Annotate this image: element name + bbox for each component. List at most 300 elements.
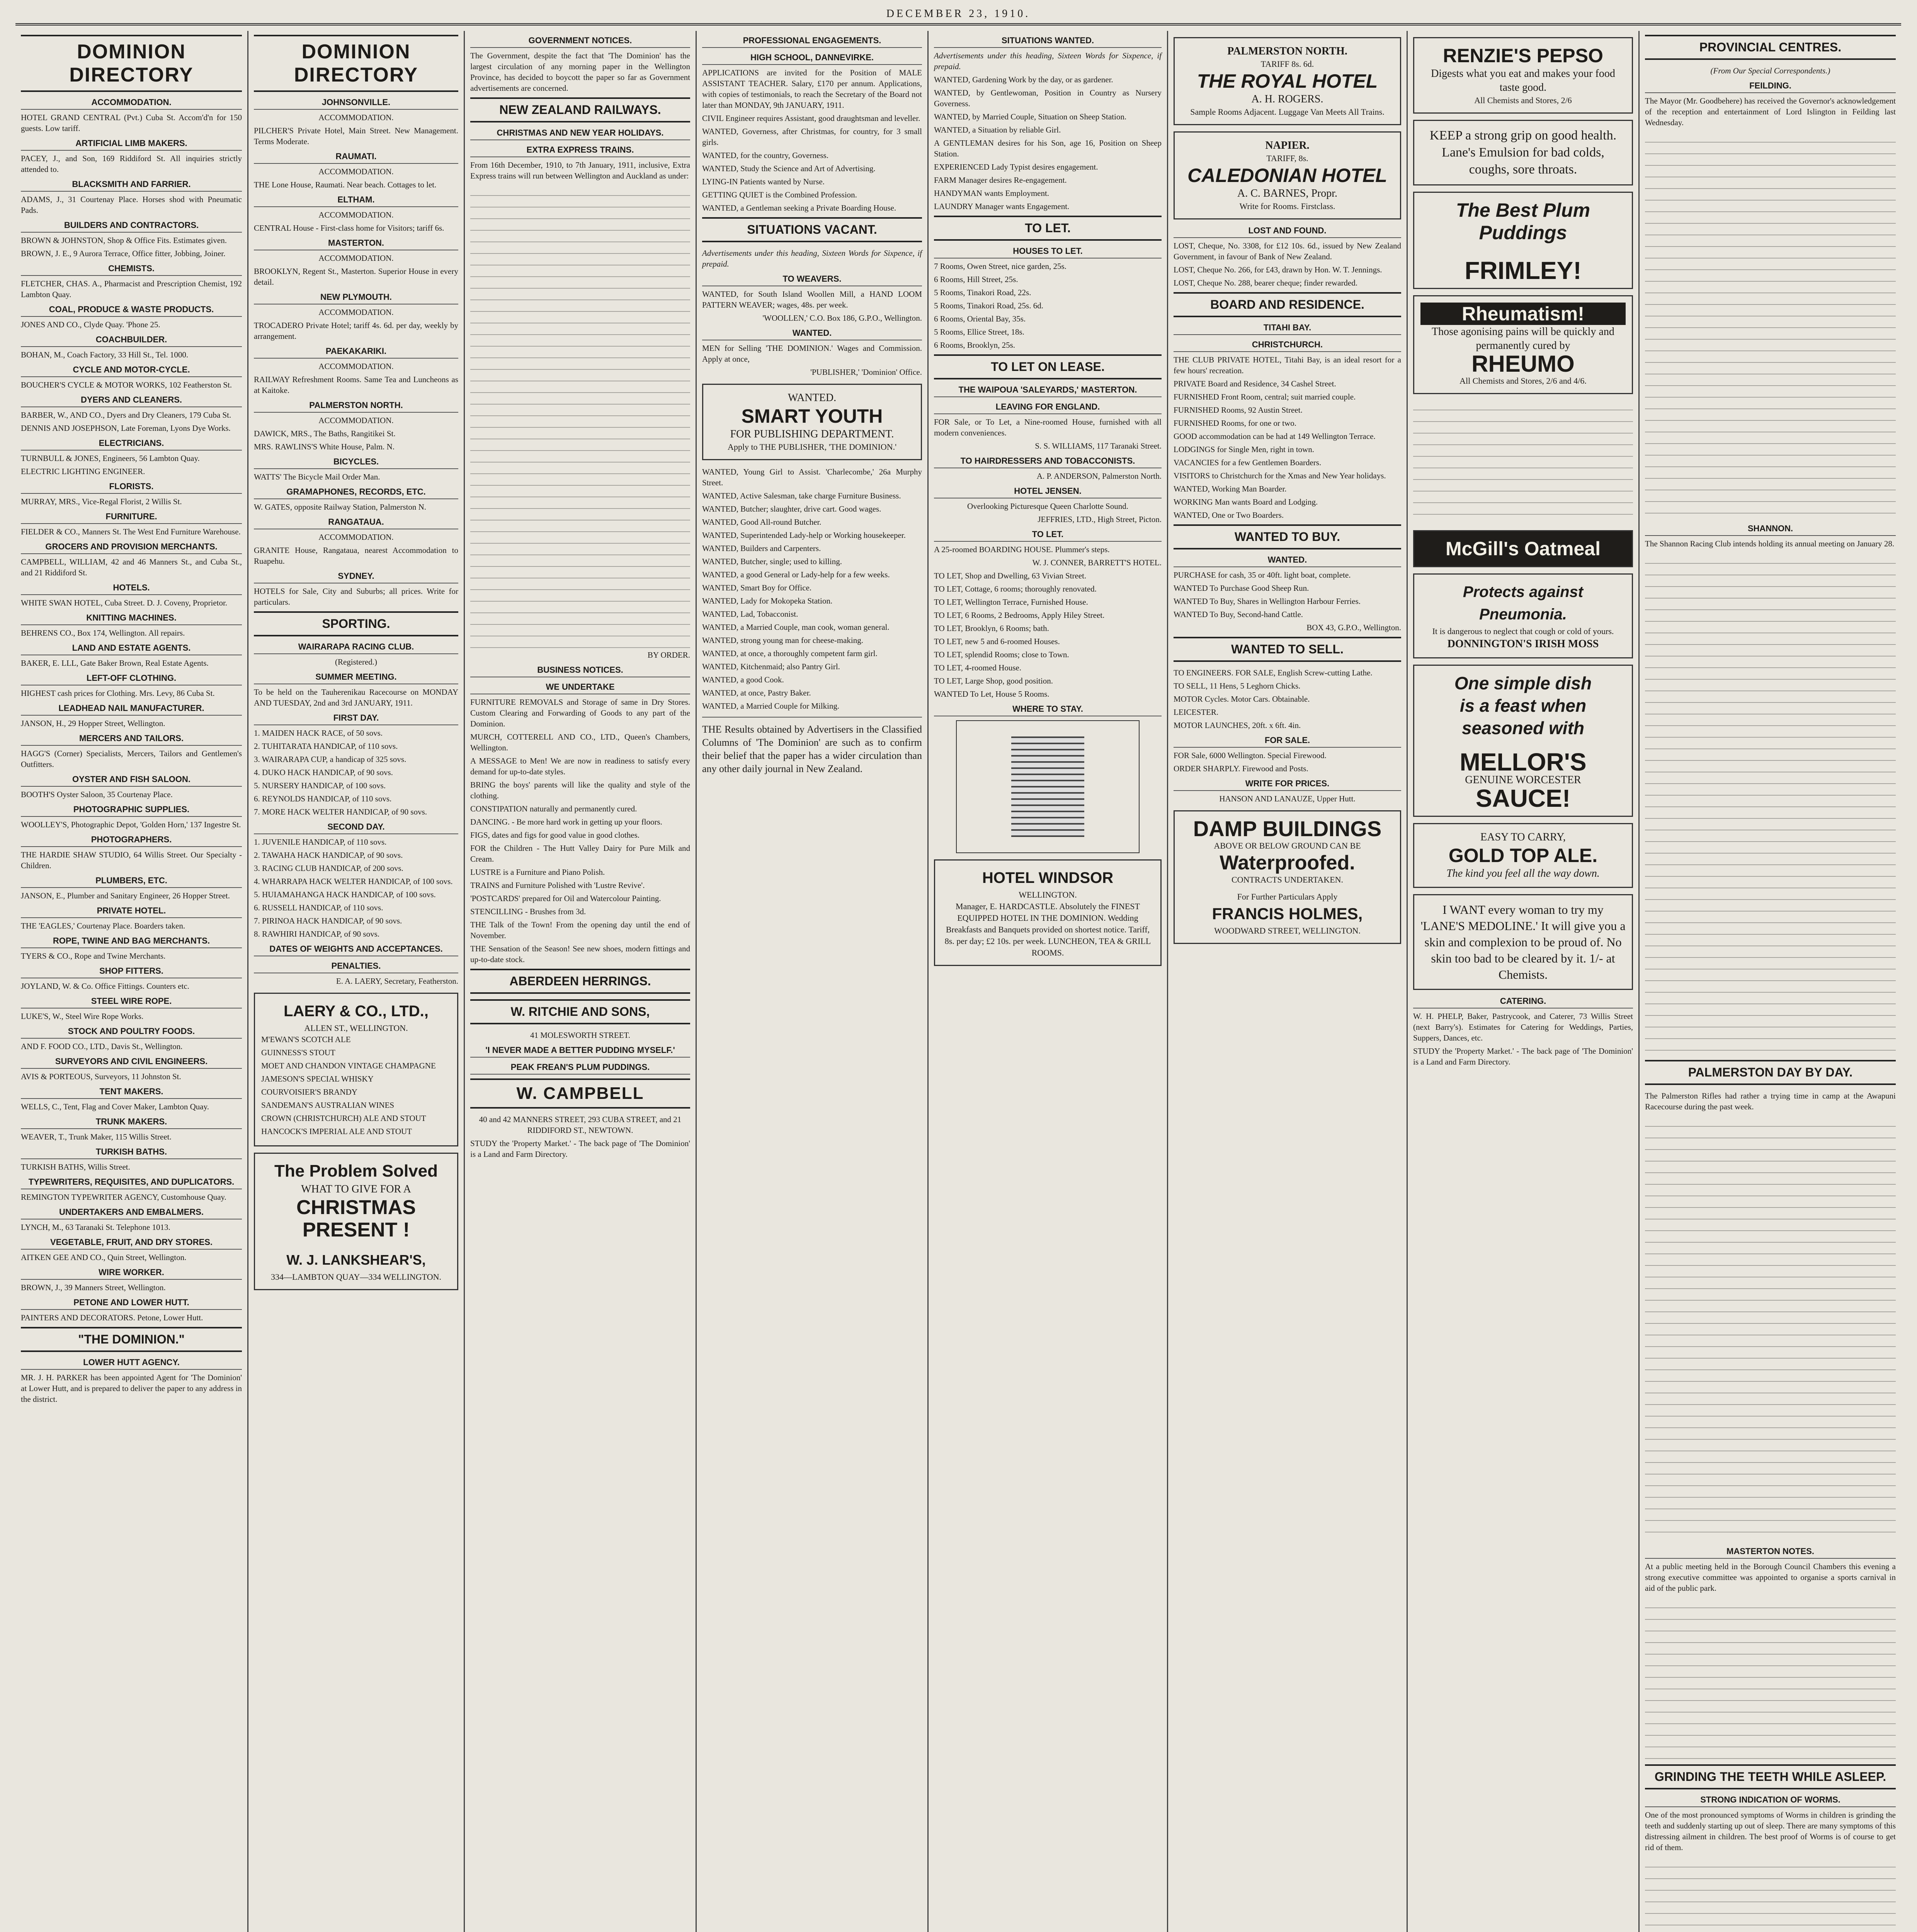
list-item: TRAINS and Furniture Polished with 'Lustre Revive'. [470,881,645,890]
section-heading: JOHNSONVILLE. [254,97,458,110]
board-title: BOARD AND RESIDENCE. [1174,292,1401,317]
directory-entry: BOUCHER'S CYCLE & MOTOR WORKS, 102 Featherston St. [21,380,232,389]
list-item: WANTED, for the country, Governess. [702,151,828,160]
protects-text: It is dangerous to neglect that cough or cold of yours. [1432,626,1614,636]
campbell-sub: 40 and 42 MANNERS STREET, 293 CUBA STREET, and 21 RIDDIFORD ST., NEWTOWN. [479,1115,682,1135]
directory-entry: TURNBULL & JONES, Engineers, 56 Lambton Quay. [21,454,200,463]
list-item: LYING-IN Patients wanted by Nurse. [702,177,825,186]
list-item: GUINNESS'S STOUT [261,1048,335,1057]
section-subheading: ACCOMMODATION. [318,362,394,371]
best-title: The Best Plum Puddings [1456,199,1590,243]
list-item: HANDYMAN wants Employment. [934,189,1050,198]
men-text: MEN for Selling 'THE DOMINION.' Wages and Commission. Apply at once, [702,344,922,364]
section-heading: STEEL WIRE ROPE. [21,996,242,1009]
professional-ads [702,113,922,213]
directory-sections-2 [254,97,458,607]
mellor-line-3: seasoned with [1462,718,1584,738]
list-item: DANCING. - Be more hard work in getting up your floors. [470,817,662,827]
list-item: LOST, Cheque, No. 3308, for £12 10s. 6d., issued by New Zealand Government, in favour of Bank of New Zealand. [1174,241,1401,261]
government-title: GOVERNMENT NOTICES. [470,36,690,48]
renzie-pepso-ad [1413,37,1633,114]
list-item: WANTED To Purchase Good Sheep Run. [1174,583,1309,593]
race-list-day-1 [254,728,458,817]
list-item: 7. PIRINOA HACK HANDICAP, of 90 sovs. [254,916,402,925]
section-heading: VEGETABLE, FRUIT, AND DRY STORES. [21,1237,242,1250]
list-item: PURCHASE for cash, 35 or 40ft. light boat, complete. [1174,570,1351,580]
section-heading: DYERS AND CLEANERS. [21,395,242,407]
list-item: FURNISHED Rooms, 92 Austin Street. [1174,405,1303,415]
section-subheading: ACCOMMODATION. [318,532,394,542]
section-heading: COACHBUILDER. [21,335,242,347]
list-item: 2. TAWAHA HACK HANDICAP, of 90 sovs. [254,850,403,860]
directory-entry: LYNCH, M., 63 Taranaki St. Telephone 1013. [21,1223,170,1232]
section-heading: GROCERS AND PROVISION MERCHANTS. [21,542,242,554]
directory-entry: RAILWAY Refreshment Rooms. Same Tea and Luncheons as at Kaitoke. [254,375,458,395]
sell-title: WANTED TO SELL. [1174,637,1401,662]
railways-sub: CHRISTMAS AND NEW YEAR HOLIDAYS. [470,128,690,140]
directory-entry: BROWN, J., 39 Manners Street, Wellington. [21,1283,166,1292]
houses-list [934,261,1162,350]
directory-entry: W. GATES, opposite Railway Station, Palmerston N. [254,502,427,512]
section-subheading: ACCOMMODATION. [318,210,394,219]
keep-text: KEEP a strong grip on good health. Lane's Emulsion for bad colds, coughs, sore throats. [1429,128,1617,177]
directory-entry: ELECTRIC LIGHTING ENGINEER. [21,467,145,476]
list-item: 3. WAIRARAPA CUP, a handicap of 325 sovs. [254,755,407,764]
list-item: TO LET, Wellington Terrace, Furnished House. [934,597,1088,607]
directory-entry: THE Lone House, Raumati. Near beach. Cottages to let. [254,180,437,189]
list-item: M'EWAN'S SCOTCH ALE [261,1035,351,1044]
list-item: WANTED To Buy, Second-hand Cattle. [1174,610,1303,619]
windsor-text: Manager, E. HARDCASTLE. Absolutely the FINEST EQUIPPED HOTEL IN THE DOMINION. Wedding Breakfasts and Banquets provided on shortest notice. Tariff, 8s. per day; £2 10s. per week. LUNCHEON, TEA & GRILL ROOMS. [944,901,1151,957]
section-heading: FLORISTS. [21,481,242,494]
list-item: 7. MORE HACK WELTER HANDICAP, of 90 sovs. [254,807,427,816]
racing-text: To be held on the Tauherenikau Racecourse on MONDAY AND TUESDAY, 2nd and 3rd JANUARY, 1911. [254,687,458,707]
section-heading: MASTERTON. [254,238,458,250]
problem-sub: WHAT TO GIVE FOR A [301,1183,411,1195]
jensen-title: HOTEL JENSEN. [934,486,1162,498]
youth-sub: FOR PUBLISHING DEPARTMENT. [730,428,894,440]
list-item: WANTED, Smart Boy for Office. [702,583,812,592]
business-notices [470,755,690,965]
weights-title: DATES OF WEIGHTS AND ACCEPTANCES. [254,944,458,956]
protects-title: Protects against Pneumonia. [1463,583,1584,623]
divider [702,717,922,718]
railways-timetable-text [470,186,690,650]
list-item: TO LET, Large Shop, good position. [934,676,1053,685]
feilding-title: FEILDING. [1645,81,1896,93]
laery-items [261,1034,451,1137]
list-item: THE Talk of the Town! From the opening day until the end of November. [470,920,690,940]
campbell-title: W. CAMPBELL [470,1078,690,1109]
directory-entry: CAMPBELL, WILLIAM, 42 and 46 Manners St., and Cuba St., and 21 Riddiford St. [21,557,242,577]
section-heading: LAND AND ESTATE AGENTS. [21,643,242,655]
directory-entry: DAWICK, MRS., The Baths, Rangitikei St. [254,429,396,438]
situations-wanted-note: Advertisements under this heading, Sixteen Words for Sixpence, if prepaid. [934,51,1162,71]
holmes-sub: WOODWARD STREET, WELLINGTON. [1214,926,1361,935]
list-item: 1. JUVENILE HANDICAP, of 110 sovs. [254,837,387,847]
directory-entry: AND F. FOOD CO., LTD., Davis St., Wellington. [21,1042,183,1051]
agency-text: MR. J. H. PARKER has been appointed Agent for 'The Dominion' at Lower Hutt, and is prepared to deliver the paper to any address in the district. [21,1373,242,1404]
list-item: WANTED, Study the Science and Art of Advertising. [702,164,876,173]
list-item: WANTED, by Gentlewoman, Position in Country as Nursery Governess. [934,88,1162,108]
rheumo-ad [1413,295,1633,394]
section-heading: ROPE, TWINE AND BAG MERCHANTS. [21,936,242,948]
directory-entry: BAKER, E. LLL, Gate Baker Brown, Real Estate Agents. [21,658,209,668]
list-item: ORDER SHARPLY. Firewood and Posts. [1174,764,1308,773]
section-heading: PALMERSTON NORTH. [254,400,458,413]
list-item: EXPERIENCED Lady Typist desires engagement. [934,162,1098,172]
list-item: FARM Manager desires Re-engagement. [934,175,1067,185]
list-item: LOST, Cheque No. 288, bearer cheque; finder rewarded. [1174,278,1358,287]
section-heading: WIRE WORKER. [21,1267,242,1280]
directory-entry: TYERS & CO., Rope and Twine Merchants. [21,951,166,961]
list-item: GETTING QUIET is the Combined Profession. [702,190,857,199]
section-heading: RANGATAUA. [254,517,458,529]
leaving-title: LEAVING FOR ENGLAND. [934,402,1162,414]
section-heading: FURNITURE. [21,512,242,524]
caledonian-title: CALEDONIAN HOTEL [1187,165,1387,186]
list-item: WANTED, Lady for Mokopeka Station. [702,596,833,605]
column-government-business [464,31,696,1932]
napier-tariff: TARIFF, 8s. [1266,153,1308,163]
directory-entry: HOTELS for Sale, City and Suburbs; all prices. Write for particulars. [254,587,458,607]
youth-apply: Apply to THE PUBLISHER, 'THE DOMINION.' [727,442,897,452]
palmerston-text: The Palmerston Rifles had rather a trying time in camp at the Awapuni Racecourse during the past week. [1645,1091,1896,1111]
government-text: The Government, despite the fact that 'The Dominion' has the largest circulation of any morning paper in the Wellington Province, has decided to boycott the paper so far as Government advertisements are concerned. [470,51,690,93]
list-item: WANTED, a good Cook. [702,675,784,684]
napier-title: NAPIER. [1265,139,1310,151]
by-order: BY ORDER. [647,650,690,660]
directory-entry: GRANITE House, Rangataua, nearest Accommodation to Ruapehu. [254,546,458,566]
section-heading: HOTELS. [21,583,242,595]
directory-entry: WELLS, C., Tent, Flag and Cover Maker, Lambton Quay. [21,1102,209,1111]
renzie-title: RENZIE'S PEPSO [1443,45,1603,66]
list-item: 6. REYNOLDS HANDICAP, of 110 sovs. [254,794,392,803]
leaving-text: FOR Sale, or To Let, a Nine-roomed House, furnished with all modern conveniences. [934,417,1162,437]
racing-day-1: FIRST DAY. [254,713,458,725]
rheum-title: Rheumatism! [1420,303,1626,325]
board-list [1174,354,1401,520]
section-heading: BICYCLES. [254,457,458,469]
section-heading: BLACKSMITH AND FARRIER. [21,179,242,192]
column-dominion-directory [15,31,247,1932]
list-item: 6. RUSSELL HANDICAP, of 110 sovs. [254,903,383,912]
directory-entry: BOOTH'S Oyster Saloon, 35 Courtenay Place. [21,790,173,799]
royal-hotel-ad [1174,37,1401,125]
directory-entry: AVIS & PORTEOUS, Surveyors, 11 Johnston St. [21,1072,181,1081]
list-item: WANTED, a Married Couple for Milking. [702,701,840,711]
royal-title: THE ROYAL HOTEL [1197,70,1378,92]
catering-title: CATERING. [1413,996,1633,1009]
list-item: WANTED, Working Man Boarder. [1174,484,1287,493]
holmes-pre: For Further Particulars Apply [1237,892,1338,901]
agency-title: "THE DOMINION." [21,1327,242,1352]
section-heading: TRUNK MAKERS. [21,1117,242,1129]
list-item: WANTED, Lad, Tobacconist. [702,609,798,619]
section-heading: SURVEYORS AND CIVIL ENGINEERS. [21,1056,242,1069]
list-item: WANTED To Let, House 5 Rooms. [934,689,1050,699]
lankshear-sub: 334—LAMBTON QUAY—334 WELLINGTON. [270,1272,441,1282]
list-item: MOET AND CHANDON VINTAGE CHAMPAGNE [261,1061,436,1070]
list-item: WANTED, Kitchenmaid; also Pantry Girl. [702,662,840,671]
section-heading: KNITTING MACHINES. [21,613,242,625]
shannon-body [1645,554,1896,1056]
problem-title: The Problem Solved [274,1162,438,1180]
section-heading: PETONE AND LOWER HUTT. [21,1298,242,1310]
youth-wanted: WANTED. [788,392,837,404]
list-item: BRING the boys' parents will like the quality and style of the clothing. [470,780,690,800]
provincial-sub: (From Our Special Correspondents.) [1710,66,1830,75]
directory-entry: BROWN & JOHNSTON, Shop & Office Fits. Estimates given. [21,236,227,245]
list-item: WANTED, Butcher; slaughter, drive cart. Good wages. [702,504,881,514]
section-heading: STOCK AND POULTRY FOODS. [21,1026,242,1039]
list-item: WANTED, Governess, after Christmas, for country, for 3 small girls. [702,127,922,147]
catering-text: W. H. PHELP, Baker, Pastrycook, and Caterer, 73 Willis Street (next Barry's). Estimates for Catering for Weddings, Parties, Suppers, Dances, etc. [1413,1012,1633,1043]
list-item: WANTED, Superintended Lady-help or Working housekeeper. [702,531,906,540]
situations-wanted-title: SITUATIONS WANTED. [934,36,1162,48]
list-item: STENCILLING - Brushes from 3d. [470,907,586,916]
section-heading: ELECTRICIANS. [21,438,242,451]
windsor-ad [934,859,1162,966]
williams-address: S. S. WILLIAMS, 117 Taranaki Street. [1035,441,1162,451]
column-display-ads [1407,31,1638,1932]
directory-entry: ADAMS, J., 31 Courtenay Place. Horses shod with Pneumatic Pads. [21,195,242,215]
list-item: WANTED To Buy, Shares in Wellington Harbour Ferries. [1174,597,1361,606]
directory-entry: THE 'EAGLES,' Courtenay Place. Boarders taken. [21,921,185,930]
list-item: 7 Rooms, Owen Street, nice garden, 25s. [934,262,1067,271]
agency-subtitle: LOWER HUTT AGENCY. [21,1357,242,1370]
buy-title: WANTED TO BUY. [1174,524,1401,549]
list-item: 1. MAIDEN HACK RACE, of 50 sovs. [254,728,383,738]
mellor-line-1: One simple dish [1454,673,1592,693]
lease-title: TO LET ON LEASE. [934,354,1162,379]
directory-entry: PILCHER'S Private Hotel, Main Street. New Management. Terms Moderate. [254,126,458,146]
list-item: THE Sensation of the Season! See new shoes, modern fittings and up-to-date stock. [470,944,690,964]
race-list-day-2 [254,837,458,939]
list-item: WANTED, Butcher, single; used to killing. [702,557,842,566]
list-item: TO LET, Shop and Dwelling, 63 Vivian Street. [934,571,1087,580]
list-item: 3. RACING CLUB HANDICAP, of 200 sovs. [254,864,403,873]
list-item: 8. RAWHIRI HANDICAP, of 90 sovs. [254,929,379,939]
lady-journalist-text [1413,400,1633,524]
gaze-notice: THE Results obtained by Advertisers in the Classified Columns of 'The Dominion' are such as to confirm their belief that the paper has a wider circulation than any other daily journal in New Zealand. [702,724,922,774]
palmerston-body [1645,1117,1896,1542]
want-text: I WANT every woman to try my 'LANE'S MEDOLINE.' It will give you a skin and complexion to be proud of. No skin too bad to be cleared by it. 1/- at Chemists. [1420,903,1626,981]
list-item: 5 Rooms, Tinakori Road, 22s. [934,288,1031,297]
aberdeen-title: ABERDEEN HERRINGS. [470,969,690,994]
list-item: LOST, Cheque No. 266, for £43, drawn by Hon. W. T. Jennings. [1174,265,1382,274]
section-heading: SHOP FITTERS. [21,966,242,978]
donnington-brand: DONNINGTON'S IRISH MOSS [1447,638,1599,650]
windsor-title: HOTEL WINDSOR [982,869,1114,886]
directory-entry: BROOKLYN, Regent St., Masterton. Superior House in every detail. [254,267,458,287]
racing-sub: (Registered.) [335,657,378,667]
list-item: WANTED, a Situation by reliable Girl. [934,125,1061,134]
lanes-emulsion-ad [1413,120,1633,185]
directory-entry: MRS. RAWLINS'S White House, Palm. N. [254,442,395,451]
list-item: WANTED, One or Two Boarders. [1174,510,1284,520]
list-item: WANTED, a Gentleman seeking a Private Boarding House. [702,203,896,213]
sporting-title: SPORTING. [254,611,458,636]
damp-sub: ABOVE OR BELOW GROUND CAN BE [1214,841,1361,850]
list-item: VISITORS to Christchurch for the Xmas and New Year holidays. [1174,471,1386,480]
list-item: WANTED, Builders and Carpenters. [702,544,821,553]
racing-secretary: E. A. LAERY, Secretary, Featherston. [336,976,458,986]
section-heading: ACCOMMODATION. [21,97,242,110]
section-heading: ARTIFICIAL LIMB MAKERS. [21,138,242,151]
list-item: WANTED, strong young man for cheese-making. [702,636,863,645]
damp-buildings-ad [1174,810,1401,944]
woollen-address: 'WOOLLEN,' C.O. Box 186, G.P.O., Wellington. [762,313,922,323]
directory-entry: WEAVER, T., Trunk Maker, 115 Willis Street. [21,1132,172,1141]
weavers-text: WANTED, for South Island Woollen Mill, a HAND LOOM PATTERN WEAVER; wages, 48s. per week. [702,289,922,310]
list-item: WORKING Man wants Board and Lodging. [1174,497,1318,507]
racing-meeting: SUMMER MEETING. [254,672,458,684]
study-notice-2: STUDY the 'Property Market.' - The back page of 'The Dominion' is a Land and Farm Directory. [1413,1046,1633,1066]
section-heading: BUILDERS AND CONTRACTORS. [21,220,242,233]
boarding-text: A 25-roomed BOARDING HOUSE. Plummer's steps. [934,545,1110,554]
damp-big: DAMP BUILDINGS [1193,816,1382,841]
lankshear-title: W. J. LANKSHEAR'S, [286,1252,426,1268]
directory-title-2: DOMINION DIRECTORY [254,35,458,92]
directory-entry: BEHRENS CO., Box 174, Wellington. All repairs. [21,628,185,638]
list-item: 4. WHARRAPA HACK WELTER HANDICAP, of 100 sovs. [254,877,453,886]
section-heading: GRAMAPHONES, RECORDS, ETC. [254,487,458,499]
directory-entry: FLETCHER, CHAS. A., Pharmacist and Prescription Chemist, 192 Lambton Quay. [21,279,242,299]
gold-top-ad [1413,823,1633,888]
list-item: COURVOISIER'S BRANDY [261,1087,357,1097]
men-title: WANTED. [702,328,922,340]
titahi-title: TITAHI BAY. [1174,323,1401,335]
caledonian-sub: Write for Rooms. Firstclass. [1239,201,1335,211]
laery-ad [254,993,458,1146]
list-item: WANTED, Good All-round Butcher. [702,517,822,527]
list-item: TO LET, 6 Rooms, 2 Bedrooms, Apply Hiley Street. [934,611,1105,620]
mcgill-title: McGill's Oatmeal [1446,538,1601,560]
list-item: PRIVATE Board and Residence, 34 Cashel Street. [1174,379,1336,388]
school-title: HIGH SCHOOL, DANNEVIRKE. [702,53,922,65]
directory-entry: LUKE'S, W., Steel Wire Rope Works. [21,1012,144,1021]
gold-title: EASY TO CARRY, [1480,831,1566,843]
list-item: 6 Rooms, Brooklyn, 25s. [934,340,1015,350]
directory-entry: WATTS' The Bicycle Mail Order Man. [254,472,380,481]
list-item: WANTED, a good General or Lady-help for a few weeks. [702,570,890,579]
ritchie-sub: 41 MOLESWORTH STREET. [530,1031,631,1040]
rheum-brand: RHEUMO [1471,351,1575,377]
list-item: WANTED, a Married Couple, man cook, woman general. [702,622,890,632]
ritchie-title: W. RITCHIE AND SONS, [470,999,690,1024]
list-item: MOTOR Cycles. Motor Cars. Obtainable. [1174,694,1310,704]
renzie-foot: All Chemists and Stores, 2/6 [1474,95,1572,105]
list-item: 5 Rooms, Ellice Street, 18s. [934,327,1024,337]
list-item: CIVIL Engineer requires Assistant, good draughtsman and leveller. [702,114,920,123]
gold-sub: The kind you feel all the way down. [1446,867,1600,879]
directory-entry: AITKEN GEE AND CO., Quin Street, Wellington. [21,1253,187,1262]
section-heading: SYDNEY. [254,571,458,583]
youth-big: SMART YOUTH [741,405,883,427]
renzie-text: Digests what you eat and makes your food taste good. [1431,68,1615,94]
masterton-text: At a public meeting held in the Borough Council Chambers this evening a strong executive committee was appointed to organise a sports carnival in aid of the public park. [1645,1562,1896,1593]
laery-sub: ALLEN ST., WELLINGTON. [304,1023,408,1033]
weavers-title: TO WEAVERS. [702,274,922,286]
grinding-text: One of the most pronounced symptoms of Worms in children is grinding the teeth and suddenly starting up out of sleep. There are many symptoms of this distressing ailment in children. The best proof of Worms is of course to get rid of them. [1645,1810,1896,1852]
railways-sub2: EXTRA EXPRESS TRAINS. [470,145,690,157]
directory-entry: BOHAN, M., Coach Factory, 33 Hill St., Tel. 1000. [21,350,189,359]
directory-entry: JANSON, H., 29 Hopper Street, Wellington. [21,719,165,728]
list-item: MOTOR LAUNCHES, 20ft. x 6ft. 4in. [1174,721,1301,730]
list-item: CONSTIPATION naturally and permanently cured. [470,804,637,813]
masterton-body [1645,1598,1896,1760]
royal-prop: A. H. ROGERS. [1251,93,1323,105]
section-heading: PHOTOGRAPHERS. [21,835,242,847]
directory-entry: CENTRAL House - First-class home for Visitors; tariff 6s. [254,223,444,233]
let-title: TO LET. [934,529,1162,542]
directory-entry: HOTEL GRAND CENTRAL (Pvt.) Cuba St. Accom'd'n for 150 guests. Low tariff. [21,113,242,133]
directory-entry: TURKISH BATHS, Willis Street. [21,1162,130,1172]
column-professional-engagements [696,31,927,1932]
publisher-address: 'PUBLISHER,' 'Dominion' Office. [810,367,922,377]
masterton-title: MASTERTON NOTES. [1645,1546,1896,1559]
wanted-ads [702,466,922,711]
mellors-sauce-ad [1413,665,1633,817]
column-provincial-centres [1638,31,1901,1932]
box-address: BOX 43, G.P.O., Wellington. [1306,623,1401,632]
list-item: SANDEMAN'S AUSTRALIAN WINES [261,1100,395,1110]
directory-entry: WOOLLEY'S, Photographic Depot, 'Golden Horn,' 137 Ingestre St. [21,820,241,829]
sale-title: FOR SALE. [1174,735,1401,748]
list-item: FOR the Children - The Hutt Valley Dairy for Pure Milk and Cream. [470,844,690,864]
directory-entry: PAINTERS AND DECORATORS. Petone, Lower Hutt. [21,1313,203,1322]
list-item: TO LET, new 5 and 6-roomed Houses. [934,637,1060,646]
pneumonia-ad [1413,573,1633,658]
section-heading: PAEKAKARIKI. [254,346,458,359]
list-item: FIGS, dates and figs for good value in good clothes. [470,830,640,840]
directory-entry: BROWN, J. E., 9 Aurora Terrace, Office fitter, Jobbing, Joiner. [21,249,226,258]
situations-note: Advertisements under this heading, Sixteen Words for Sixpence, if prepaid. [702,248,922,269]
professional-title: PROFESSIONAL ENGAGEMENTS. [702,36,922,48]
rheum-foot: All Chemists and Stores, 2/6 and 4/6. [1459,376,1587,386]
school-text: APPLICATIONS are invited for the Position of MALE ASSISTANT TEACHER. Salary, £170 per annum. Applications, with copies of testimonials, to reach the Secretary of the Board not later than MONDAY, 9th JANUARY, 1911. [702,68,922,110]
mellor-brand: MELLOR'S [1459,748,1587,776]
lost-title: LOST AND FOUND. [1174,226,1401,238]
buy-list [1174,570,1401,620]
hairdressers-title: TO HAIRDRESSERS AND TOBACCONISTS. [934,456,1162,468]
directory-entry: JOYLAND, W. & Co. Office Fittings. Counters etc. [21,981,189,991]
racing-title: WAIRARAPA RACING CLUB. [254,642,458,654]
section-heading: PLUMBERS, ETC. [21,876,242,888]
directory-entry: JANSON, E., Plumber and Sanitary Engineer, 26 Hopper Street. [21,891,230,900]
royal-sub: Sample Rooms Adjacent. Luggage Van Meets All Trains. [1190,107,1385,117]
anderson-address: A. P. ANDERSON, Palmerston North. [1036,471,1162,481]
section-subheading: ACCOMMODATION. [318,113,394,122]
to-let-title: TO LET. [934,216,1162,241]
list-item: LODGINGS for Single Men, right in town. [1174,445,1314,454]
section-heading: TURKISH BATHS. [21,1147,242,1159]
directory-entry: REMINGTON TYPEWRITER AGENCY, Customhouse Quay. [21,1192,226,1202]
section-heading: MERCERS AND TAILORS. [21,733,242,746]
list-item: 6 Rooms, Oriental Bay, 35s. [934,314,1026,323]
column-hotels-lost-board [1167,31,1407,1932]
masthead: DECEMBER 23, 1910. [15,8,1901,26]
section-heading: CYCLE AND MOTOR-CYCLE. [21,365,242,377]
christmas-present-ad [254,1153,458,1290]
column-dominion-directory-2 [247,31,464,1932]
mellor-sauce: SAUCE! [1475,784,1571,812]
situations-wanted-ads [934,74,1162,212]
feilding-text: The Mayor (Mr. Goodbehere) has received the Governor's acknowledgement of the reception and entertainment of Lord Islington in Feilding last Wednesday. [1645,96,1896,127]
conner-address: W. J. CONNER, BARRETT'S HOTEL. [1032,558,1162,567]
business-title: BUSINESS NOTICES. [470,665,690,677]
